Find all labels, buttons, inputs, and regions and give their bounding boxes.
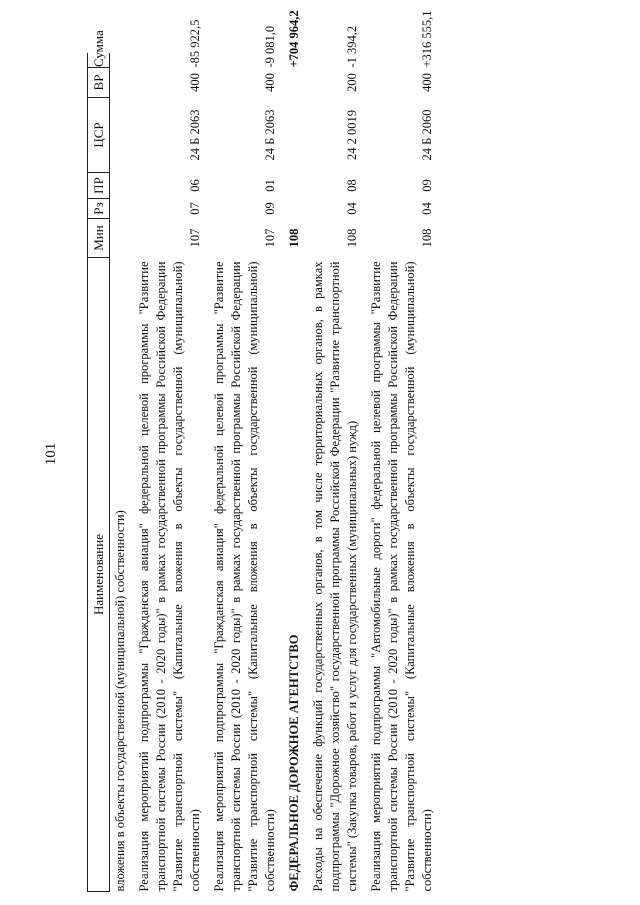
row-name: Реализация мероприятий подпрограммы "Автомобильные дороги" федеральной целевой программы "Развитие транспортной системы России (2010 - 2020 годы)" в рамках государственной программы Российской Федерации "Развитие транспортной системы" (Капитальные вложения в объекты государственной (муниципальной) собственности) bbox=[369, 261, 434, 892]
row-vr: 200 bbox=[345, 73, 359, 92]
row-csr: 24 Б 2063 bbox=[263, 109, 277, 161]
row-vr: 400 bbox=[263, 73, 277, 92]
row-min: 107 bbox=[188, 228, 202, 248]
row-vr bbox=[110, 68, 130, 98]
row-rz: 07 bbox=[188, 202, 202, 215]
table-row bbox=[361, 54, 436, 892]
table-header-row bbox=[88, 54, 110, 892]
budget-table bbox=[87, 10, 436, 893]
header-name: Наименование bbox=[88, 258, 110, 892]
header-pr: ПР bbox=[88, 173, 110, 199]
row-min: 108 bbox=[345, 228, 359, 248]
header-vr: ВР bbox=[88, 68, 110, 98]
row-vr bbox=[279, 68, 303, 98]
row-name: Реализация мероприятий подпрограммы "Гражданская авиация" федеральной целевой программы "Развитие транспортной системы России (2010 - 2020 годы)" в рамках государственной программы Российской Федерации "Развитие транспортной системы" (Капитальные вложения в объекты государственной (муниципальной) собственности) bbox=[212, 261, 277, 892]
row-csr: 24 Б 2060 bbox=[420, 109, 434, 161]
row-sum: -1 394,2 bbox=[345, 25, 359, 68]
row-rz bbox=[279, 199, 303, 219]
row-min: 108 bbox=[287, 228, 301, 248]
header-min: Мин bbox=[88, 219, 110, 258]
row-pr bbox=[110, 173, 130, 199]
row-pr: 06 bbox=[188, 179, 202, 192]
row-pr: 09 bbox=[420, 179, 434, 192]
row-pr: 01 bbox=[263, 179, 277, 192]
row-min: 108 bbox=[420, 228, 434, 248]
row-csr: 24 Б 2063 bbox=[188, 109, 202, 161]
row-sum: +316 555,1 bbox=[420, 10, 434, 68]
header-rz: Рз bbox=[88, 199, 110, 219]
row-sum: -85 922,5 bbox=[188, 19, 202, 68]
header-sum: Сумма bbox=[88, 54, 110, 68]
row-name: Расходы на обеспечение функций государственных органов, в том числе территориальных органов, в рамках подпрограммы "Дорожное хозяйство" государственной программы Российской Федерации "Развитие транспортной системы" (Закупка товаров, работ и услуг для государственных (муниципальных) нужд) bbox=[311, 261, 359, 892]
row-name: вложения в объекты государственной (муниципальной) собственности) bbox=[113, 510, 127, 892]
table-row bbox=[204, 54, 279, 892]
rotated-budget-table bbox=[87, 10, 610, 892]
row-pr: 08 bbox=[345, 179, 359, 192]
row-vr: 400 bbox=[420, 73, 434, 92]
row-rz: 09 bbox=[263, 202, 277, 215]
agency-name: ФЕДЕРАЛЬНОЕ ДОРОЖНОЕ АГЕНТСТВО bbox=[287, 634, 301, 892]
row-vr: 400 bbox=[188, 73, 202, 92]
table-row bbox=[129, 54, 204, 892]
page-number: 101 bbox=[43, 442, 59, 466]
table-row bbox=[303, 54, 361, 892]
row-sum bbox=[110, 54, 130, 68]
row-csr bbox=[110, 98, 130, 173]
row-csr bbox=[279, 98, 303, 173]
row-min bbox=[110, 219, 130, 258]
row-rz bbox=[110, 199, 130, 219]
row-name: Реализация мероприятий подпрограммы "Гражданская авиация" федеральной целевой программы "Развитие транспортной системы России (2010 - 2020 годы)" в рамках государственной программы Российской Федерации "Развитие транспортной системы" (Капитальные вложения в объекты государственной (муниципальной) собственности) bbox=[137, 261, 202, 892]
row-rz: 04 bbox=[420, 202, 434, 215]
row-sum: -9 081,0 bbox=[263, 25, 277, 68]
table-row-agency bbox=[279, 54, 303, 892]
header-csr: ЦСР bbox=[88, 98, 110, 173]
row-csr: 24 2 0019 bbox=[345, 110, 359, 160]
table-row bbox=[110, 54, 130, 892]
row-rz: 04 bbox=[345, 202, 359, 215]
row-pr bbox=[279, 173, 303, 199]
row-sum: +704 964,2 bbox=[287, 10, 301, 68]
row-min: 107 bbox=[263, 228, 277, 248]
